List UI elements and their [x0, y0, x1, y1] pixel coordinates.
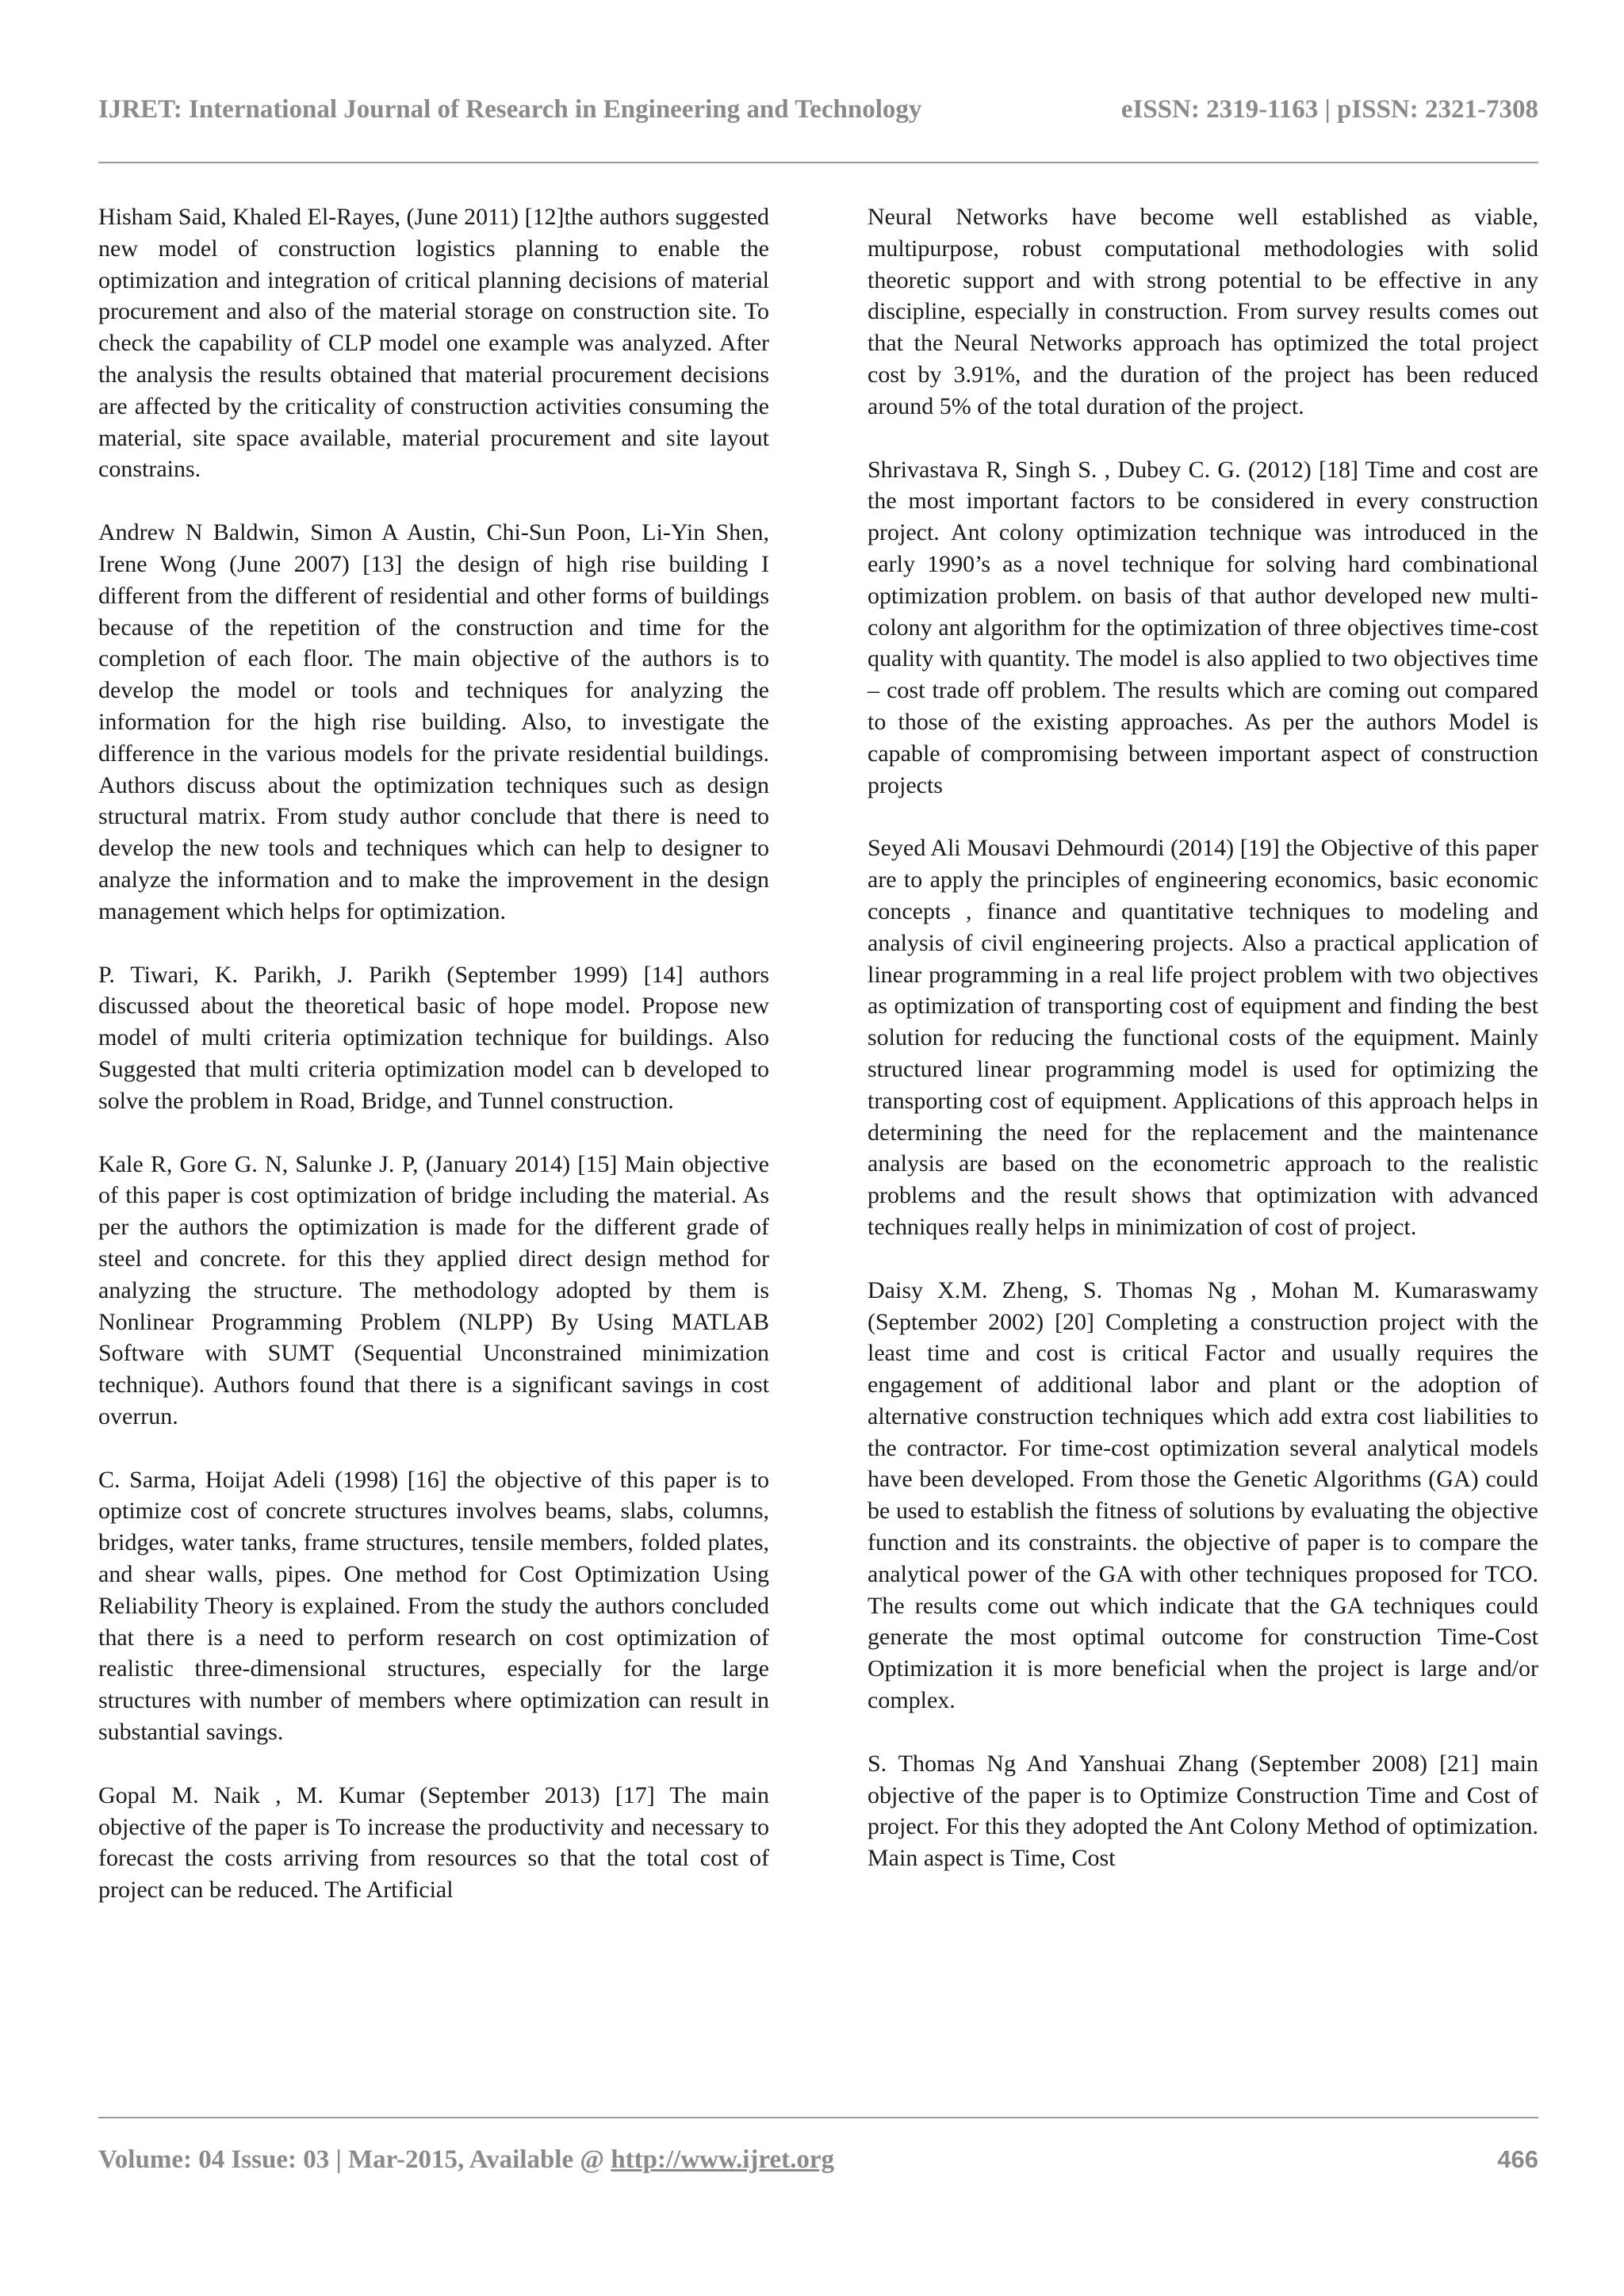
paragraph-shrivastava: Shrivastava R, Singh S. , Dubey C. G. (2012) [18] Time and cost are the most important factors to be considered in every construction project. Ant colony optimization technique was introduced in the early 1990’s as a novel technique for solving hard combinational optimization problem. on basis of that author developed new multi-colony ant algorithm for the optimization of three objectives time-cost quality with quantity. The model is also applied to two objectives time – cost trade off problem. The results which are coming out compared to those of the existing approaches. As per the authors Model is capable of compromising between important aspect of construction projects [868, 456, 1538, 798]
paragraph-tiwari: P. Tiwari, K. Parikh, J. Parikh (September 1999) [14] authors discussed about the theoretical basic of hope model. Propose new model of multi criteria optimization technique for buildings. Also Suggested that multi criteria optimization model can b developed to solve the problem in Road, Bridge, and Tunnel construction. [98, 961, 769, 1114]
paragraph-dehmourdi: Seyed Ali Mousavi Dehmourdi (2014) [19] the Objective of this paper are to apply the principles of engineering economics, basic economic concepts , finance and quantitative techniques to modeling and analysis of civil engineering projects. Also a practical application of linear programming in a real life project problem with two objectives as optimization of transporting cost of equipment and finding the best solution for reducing the functional costs of the equipment. Mainly structured linear programming model is used for optimizing the transporting cost of equipment. Applications of this approach helps in determining the need for the replacement and the maintenance analysis are based on the econometric approach to the realistic problems and the result shows that optimization with advanced techniques really helps in minimization of cost of project. [868, 835, 1538, 1240]
paragraph-naik: Gopal M. Naik , M. Kumar (September 2013) [17] The main objective of the paper is To increase the productivity and necessary to forecast the costs arriving from resources so that the total cost of project can be reduced. The Artificial [98, 1781, 769, 1904]
header-divider [98, 162, 1538, 163]
volume-info [98, 2145, 834, 2175]
paragraph-said-el-rayes: Hisham Said, Khaled El-Rayes, (June 2011) [12]the authors suggested new model of construction logistics planning to enable the optimization and integration of critical planning decisions of material procurement and also of the material storage on construction site. To check the capability of CLP model one example was analyzed. After the analysis the results obtained that material procurement decisions are affected by the criticality of construction activities consuming the material, site space available, material procurement and site layout constrains. [98, 204, 769, 483]
journal-title: IJRET: International Journal of Research in Engineering and Technology [98, 95, 922, 124]
page-footer [98, 2145, 1538, 2183]
paragraph-ng-zhang: S. Thomas Ng And Yanshuai Zhang (September 2008) [21] main objective of the paper is to Optimize Construction Time and Cost of project. For this they adopted the Ant Colony Method of optimization. Main aspect is Time, Cost [868, 1750, 1538, 1872]
paragraph-zheng: Daisy X.M. Zheng, S. Thomas Ng , Mohan M. Kumaraswamy (September 2002) [20] Completing a construction project with the least time and cost is critical Factor and usually requires the engagement of additional labor and plant or the adoption of alternative construction techniques which add extra cost liabilities to the contractor. For time-cost optimization several analytical models have been developed. From those the Genetic Algorithms (GA) could be used to establish the fitness of solutions by evaluating the objective function and its constraints. the objective of paper is to compare the analytical power of the GA with other techniques proposed for TCO. The results come out which indicate that the GA techniques could generate the most optimal outcome for construction Time-Cost Optimization it is more beneficial when the project is large and/or complex. [868, 1276, 1538, 1714]
right-column [868, 201, 1538, 1906]
issn-info: eISSN: 2319-1163 | pISSN: 2321-7308 [1120, 95, 1538, 124]
page-number: 466 [1497, 2145, 1538, 2173]
footer-divider [98, 2117, 1538, 2118]
paragraph-baldwin: Andrew N Baldwin, Simon A Austin, Chi-Sun Poon, Li-Yin Shen, Irene Wong (June 2007) [13] the design of high rise building I different from the different of residential and other forms of buildings because of the repetition of the construction and time for the completion of each floor. The main objective of the authors is to develop the model or tools and techniques for analyzing the information for the high rise building. Also, to investigate the difference in the various models for the private residential buildings. Authors discuss about the optimization techniques such as design structural matrix. From study author conclude that there is need to develop the new tools and techniques which can help to designer to analyze the information and to make the improvement in the design management which helps for optimization. [98, 519, 769, 924]
journal-link[interactable]: http://www.ijret.org [611, 2145, 834, 2174]
paragraph-neural-networks: Neural Networks have become well established as viable, multipurpose, robust computational methodologies with solid theoretic support and with strong potential to be effective in any discipline, especially in construction. From survey results comes out that the Neural Networks approach has optimized the total project cost by 3.91%, and the duration of the project has been reduced around 5% of the total duration of the project. [868, 204, 1538, 419]
left-column [98, 201, 769, 1938]
volume-text: Volume: 04 Issue: 03 | Mar-2015, Available @ [98, 2145, 611, 2174]
paragraph-sarma: C. Sarma, Hoijat Adeli (1998) [16] the objective of this paper is to optimize cost of concrete structures involves beams, slabs, columns, bridges, water tanks, frame structures, tensile members, folded plates, and shear walls, pipes. One method for Cost Optimization Using Reliability Theory is explained. From the study the authors concluded that there is a need to perform research on cost optimization of realistic three-dimensional structures, especially for the large structures with number of members where optimization can result in substantial savings. [98, 1466, 769, 1746]
paragraph-kale: Kale R, Gore G. N, Salunke J. P, (January 2014) [15] Main objective of this paper is cost optimization of bridge including the material. As per the authors the optimization is made for the different grade of steel and concrete. for this they applied direct design method for analyzing the structure. The methodology adopted by them is Nonlinear Programming Problem (NLPP) By Using MATLAB Software with SUMT (Sequential Unconstrained minimization technique). Authors found that there is a significant savings in cost overrun. [98, 1150, 769, 1429]
page-header [98, 95, 1538, 133]
